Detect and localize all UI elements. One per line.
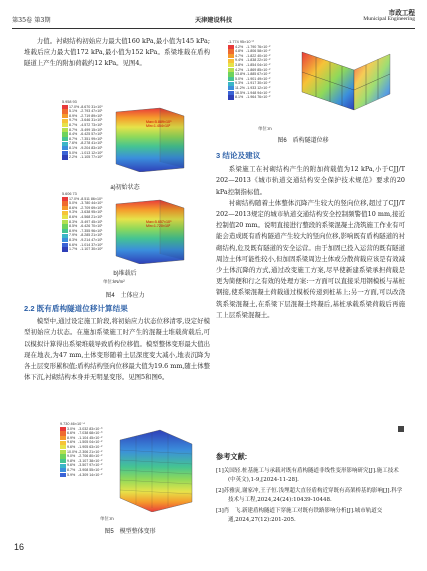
legend-percent: 8.7% [69,136,78,141]
legend-value: -1.806 58×10⁻² [246,49,271,54]
legend-value: -1.013 12×10² [80,150,103,155]
legend-value: -3.032 83×10⁻³ [78,426,103,431]
legend-value: -8.511 86×10⁰ [80,196,103,201]
legend-value: -6.426 70×10¹ [80,224,103,229]
legend-percent: 7.9% [69,233,78,238]
legend-row [60,473,110,478]
legend-swatch [60,450,66,454]
legend-value: -1.869 85×10⁻² [246,67,271,72]
legend-value: -1.964 76×10⁻² [246,95,271,100]
legend-percent: 9.7% [69,118,78,123]
legend-swatch [62,215,68,219]
min-tag: Min=1.720×10² [146,224,171,229]
figure-5-unit: 单位:m [100,516,114,521]
legend-swatch [228,49,234,53]
legend-percent: 8.3% [69,237,78,242]
legend-swatch [62,155,68,159]
legend-value: -3.107 38×10⁻² [78,458,103,463]
legend-percent: 8.9% [69,113,78,118]
tunnel-svg [296,48,396,114]
legend-swatch [62,220,68,224]
legend-percent: 2.2% [69,155,78,160]
legend-value: -1.105 77×10² [80,155,103,160]
legend-percent: 8.7% [69,127,78,132]
legend-rows [228,45,282,100]
legend-swatch [62,105,68,109]
legend-swatch [60,454,66,458]
legend-percent: 9.4% [235,58,244,63]
legend-swatch [62,142,68,146]
figure-4-unit: 单位:kN/m² [103,279,125,284]
figure-5 [60,422,200,514]
legend-value: -1.505 04×10⁻² [78,440,103,445]
left-section-2-2 [24,303,210,383]
legend-value: -1.933 12×10⁻² [246,85,271,90]
legend-percent: 9.6% [67,444,76,449]
legend-value: -2.709 69×10¹ [80,205,103,210]
legend-percent: 8.9% [67,435,76,440]
legend-swatch [62,132,68,136]
legend-swatch [60,459,66,463]
page-number: 16 [14,542,25,552]
legend-percent: 10.0% [67,449,78,454]
end-mark [398,426,404,432]
legend-percent: 8.5% [69,224,78,229]
legend-percent: 5.0% [69,201,78,206]
page-header [12,6,415,28]
legend-percent: 8.7% [67,467,76,472]
legend-value: -5.499 15×10¹ [80,127,103,132]
legend-percent: 9.0% [67,454,76,459]
legend-value: -3.646 31×10¹ [80,118,103,123]
contour-svg [110,198,188,264]
legend-value: -3.908 55×10⁻² [78,467,103,472]
issue-label: 第35卷 第3期 [12,17,51,24]
legend-swatch [62,128,68,132]
legend-percent: 9.8% [67,458,76,463]
legend-swatch [62,211,68,215]
legend-value: -7.355 96×10¹ [80,228,103,233]
legend-percent: 8.6% [69,214,78,219]
legend-percent: 3.0% [67,426,76,431]
max-tag: Max=5.657×10⁰ [146,220,172,224]
reference-item: [2]苏雅寅,谢家冲,王子恒.浅埋超大直径盾构近穿既有高架桥基的影响[J].科学技术与工程,2024,24(24):10439-10448. [216,487,403,504]
legend-4b [62,192,110,252]
references-title: 参考文献: [216,452,248,461]
legend-percent: 17.0% [69,196,80,201]
legend-header: 5.958 93 [62,100,77,104]
legend-value: -2.793 47×10¹ [80,109,103,114]
legend-swatch [228,68,234,72]
legend-value: -4.309 14×10⁻² [78,472,103,477]
legend-row [62,247,110,252]
reference-item: [1]关国轻.桩基施工与承载对既有盾构隧道非线性变形影响研究[J].施工技术(中英文),1-9,[2024-11-28]. [216,468,399,484]
legend-swatch [228,72,234,76]
legend-value: -4.572 73×10¹ [80,122,103,127]
legend-value: -1.948 94×10⁻² [246,90,271,95]
legend-value: -7.351 99×10¹ [80,136,103,141]
legend-header: 5.606 73 [62,192,77,196]
legend-value: -1.901 49×10⁻² [246,76,271,81]
figure-4a [62,100,192,176]
figure-5-caption: 图5 模型整体变形 [104,529,156,535]
legend-swatch [228,91,234,95]
legend-swatch [60,468,66,472]
legend-row [228,95,282,100]
legend-percent: 7.6% [69,141,78,146]
legend-swatch [228,59,234,63]
legend-value: -7.038 68×10⁻³ [78,431,103,436]
legend-percent: 6.6% [67,431,76,436]
legend-value: -8.670 31×10⁰ [80,104,103,109]
legend-swatch [60,431,66,435]
legend-swatch [62,201,68,205]
legend-percent: 3.8% [235,62,244,67]
legend-percent: 8.1% [235,95,244,100]
legend-percent: 5.1% [69,109,78,114]
legend-swatch [62,151,68,155]
legend-percent: 13.8% [235,72,246,77]
contour-plot-5 [112,426,198,512]
legend-swatch [60,473,66,477]
legend-percent: 16.5% [235,90,246,95]
legend-percent: 8.6% [69,205,78,210]
legend-percent: 5.0% [69,150,78,155]
max-tag: Max=5.889×10⁰ [146,120,172,124]
legend-4a [62,100,110,160]
legend-value: -3.507 97×10⁻² [78,463,103,468]
paragraph: 力值。衬砌结构初始应力最大值160 kPa,最小值为145 kPa;堆载后应力最大值172 kPa,最小值为152 kPa。系梁堆载在盾构隧道上产生的附加荷载约12 kPa。见图4。 [24,37,210,68]
legend-swatch [228,54,234,58]
legend-percent: 8.1% [69,145,78,150]
figure-6-unit: 单位:m [258,126,272,131]
legend-swatch [60,441,66,445]
legend-value: -1.107 30×10² [80,247,103,252]
section-heading: 2.2 既有盾构隧道位移计算结果 [24,304,128,313]
header-rule [12,28,415,29]
legend-value: -6.425 57×10¹ [80,132,103,137]
figure-6 [228,40,398,120]
legend-swatch [60,464,66,468]
min-tag: Min=1.454×10² [146,124,171,129]
legend-value: -1.885 67×10⁻² [246,72,271,77]
legend-value: -5.497 45×10¹ [80,219,103,224]
legend-percent: 4.2% [235,67,244,72]
contour-svg [112,426,198,512]
figure-4b-caption: b)堆载后 [113,271,137,277]
legend-rows [62,105,110,160]
legend-value: -2.706 80×10⁻² [78,454,103,459]
legend-percent: 9.6% [67,463,76,468]
legend-header: 9.730 46×10⁻⁴ [60,422,85,426]
contour-plot-4a [110,106,188,172]
legend-swatch [62,123,68,127]
legend-swatch [62,197,68,201]
paragraph: 模型中,通过设定施工阶段,将初始应力状态位移清零,设定好模型初始应力状态。在施加系梁施工时产生的混凝土堆载荷载后,可以模拟计算得出系梁堆载导致盾构位移值。模型整体变形最大值出现在地表,为47 mm,土体变形随着土层深度变大减小,地表沉降为各土层变形累积值;盾构结构竖向位移最大值为19.6 mm,随土体整体下沉,衬砌结构本身并无明显变形。见图5和图6。 [24,317,210,382]
legend-percent: 9.6% [67,440,76,445]
reference-item: [3]肖 飞.新建盾构隧道下穿施工对既有铁路影响分析[J].城市轨道交通,2024,27(12):201-205. [216,507,383,524]
legend-swatch [228,86,234,90]
legend-percent: 5.0% [235,76,244,81]
legend-value: -1.104 45×10⁻² [78,435,103,440]
legend-swatch [62,238,68,242]
legend-value: -1.917 30×10⁻² [246,81,271,86]
legend-percent: 8.4% [69,132,78,137]
legend-percent: 8.7% [69,122,78,127]
legend-swatch [228,45,234,49]
legend-value: -1.854 04×10⁻² [246,62,271,67]
legend-swatch [62,114,68,118]
legend-header: -1.774 95×10⁻² [228,40,254,44]
legend-percent: 8.3% [69,219,78,224]
legend-value: -1.838 22×10⁻² [246,58,271,63]
section-heading: 3 结论及建议 [216,151,261,160]
legend-value: -4.568 21×10¹ [80,214,103,219]
legend-value: -2.719 89×10¹ [80,113,103,118]
references-list [216,467,406,526]
legend-swatch [228,63,234,67]
legend-value: -3.780 44×10⁰ [80,201,103,206]
legend-percent: 1.7% [69,247,78,252]
legend-value: -8.278 41×10¹ [80,141,103,146]
legend-percent: 8.9% [69,228,78,233]
legend-swatch [228,77,234,81]
legend-value: -9.204 83×10¹ [80,145,103,150]
right-section-3 [216,150,405,321]
legend-value: -1.014 37×10² [80,242,103,247]
legend-swatch [62,119,68,123]
legend-5 [60,422,110,477]
legend-percent: 4.2% [235,44,244,49]
figure-6-caption: 图6 盾构隧道位移 [277,138,329,144]
legend-swatch [62,109,68,113]
column-name-en: Municipal Engineering [363,16,415,22]
paragraph: 系梁施工在衬砌结构产生的附加荷载值为12 kPa,小于CJJ/T 202—2013《城市轨道交通结构安全保护技术规范》要求的20 kPa控制指标值。 [216,165,405,196]
legend-swatch [62,137,68,141]
legend-swatch [62,243,68,247]
legend-percent: 5.9% [67,472,76,477]
contour-plot-4b [110,198,188,264]
legend-rows [62,197,110,252]
legend-row [62,155,110,160]
column-name-cn: 市政工程 [388,9,415,17]
legend-percent: 4.8% [235,49,244,54]
legend-6 [228,40,282,100]
legend-value: -3.638 95×10¹ [80,210,103,215]
legend-percent: 17.0% [69,104,80,109]
legend-percent: 9.3% [235,81,244,86]
figure-4a-caption: a)初始状态 [110,185,140,191]
legend-percent: 6.6% [69,242,78,247]
legend-percent: 4.7% [235,53,244,58]
legend-swatch [60,445,66,449]
legend-value: -2.306 21×10⁻² [78,449,103,454]
left-paragraph-1-block [24,36,210,70]
figure-4b [62,192,192,268]
legend-swatch [62,229,68,233]
legend-swatch [228,82,234,86]
legend-percent: 9.3% [69,210,78,215]
tunnel-plot [296,48,396,114]
legend-percent: 11.2% [235,85,245,90]
legend-swatch [60,427,66,431]
legend-swatch [62,224,68,228]
journal-name: 天津建设科技 [194,17,233,24]
paragraph: 衬砌结构随着土体整体沉降产生较大的竖向位移,超过了CJJ/T 202—2013规定的城市轨道交通结构安全控制频警值10 mm,接近控制值20 mm。说明直接进行整段的系梁混凝土浇筑施工作业有可能会造成既有盾构隧道产生较大的竖向位移,影响既有盾构隧道的衬砌结构,危及既有隧道的安全运营。由于加固已投入运营的既有隧道周边土体可能性较小,但加固系梁周边土体或分散荷载应该是有效减少土体沉降的方式,通过改变施工方案,尽早使新建系梁承担荷载是更为简便和行之有效的处理方案:一方面可以直接采用钢模板与基桩钢接,使系梁混凝土荷载通过模板传递到桩基上;另一方面,可以改浇筑系梁混凝土,在系梁下层混凝土终凝后,基桩承载系梁荷载后再施工上层系梁混凝土。 [216,198,405,319]
legend-swatch [62,146,68,150]
legend-value: -1.905 63×10⁻² [78,444,103,449]
legend-swatch [60,436,66,440]
legend-value: -1.790 76×10⁻² [246,44,271,49]
contour-svg [110,106,188,172]
legend-swatch [62,234,68,238]
figure-4-caption: 图4 土体应力 [105,293,145,299]
legend-swatch [62,247,68,251]
legend-value: -8.285 21×10¹ [80,233,103,238]
legend-value: -1.822 40×10⁻² [246,53,271,58]
legend-value: -9.214 47×10¹ [80,237,103,242]
legend-swatch [62,206,68,210]
legend-swatch [228,95,234,99]
legend-rows [60,427,110,478]
